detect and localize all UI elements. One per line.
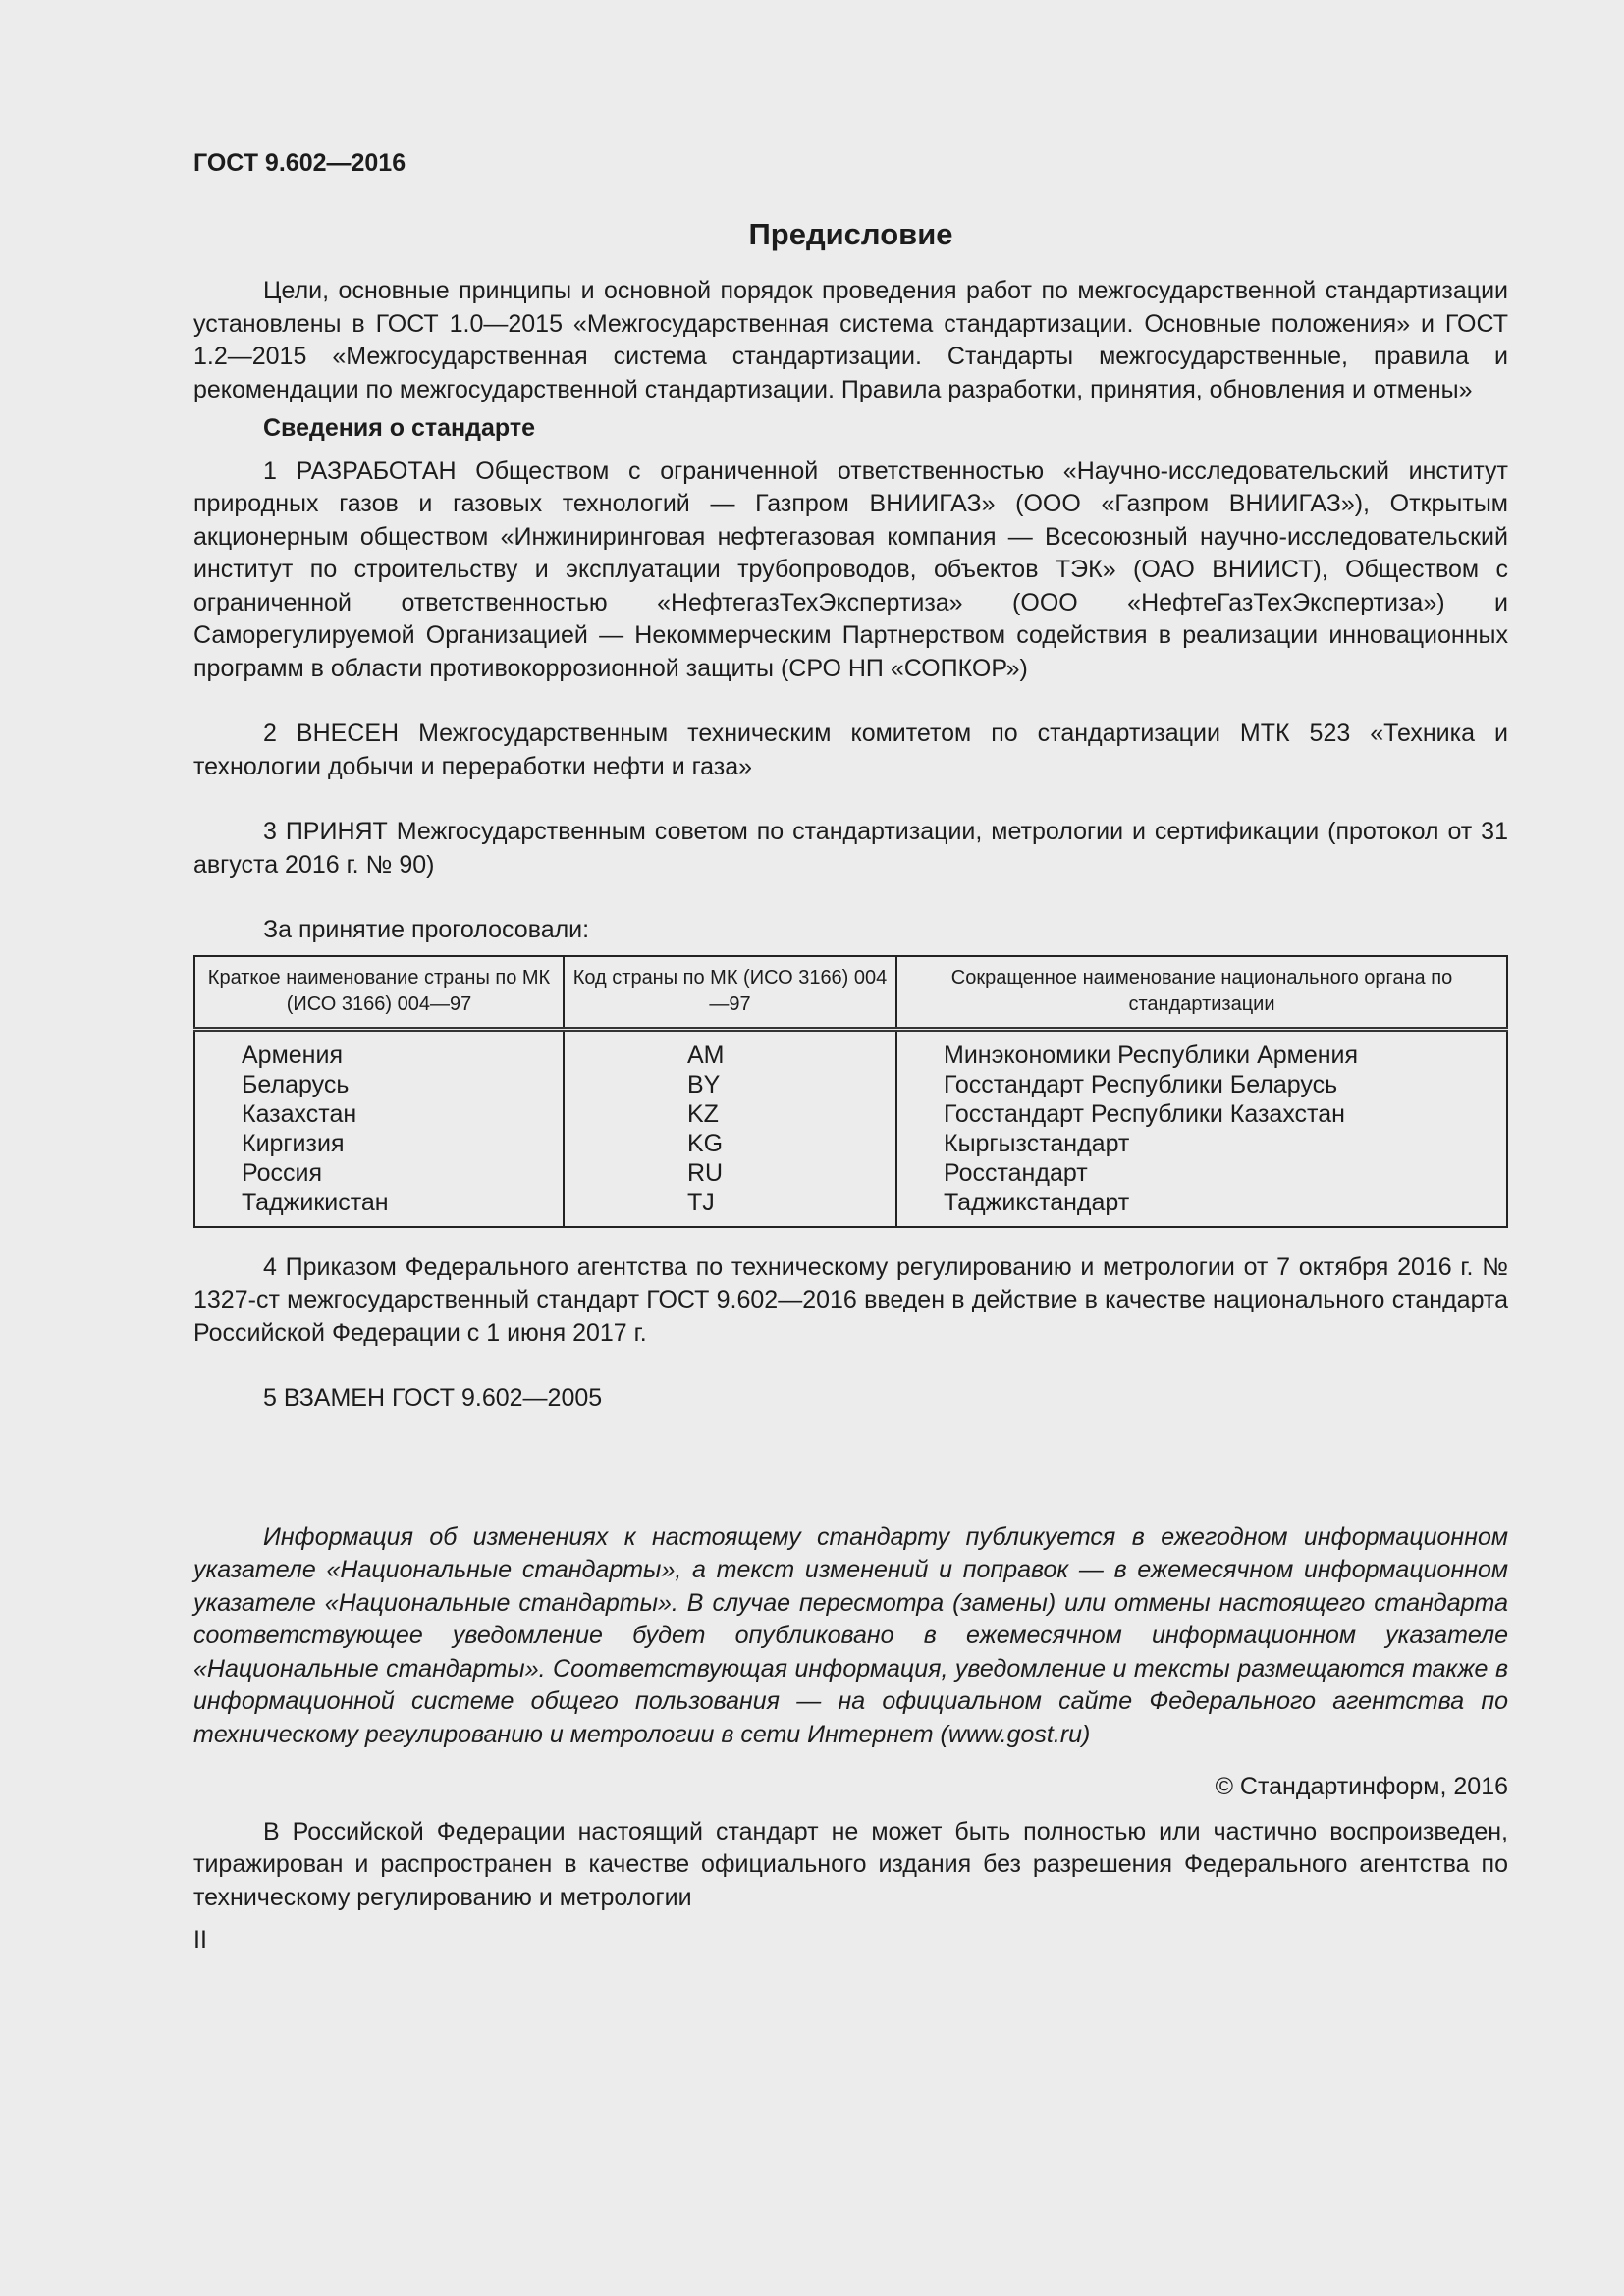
country-code: RU: [564, 1158, 896, 1188]
document-id: ГОСТ 9.602—2016: [193, 149, 406, 177]
vote-table: [193, 955, 1508, 1228]
page-number: II: [193, 1926, 207, 1953]
table-row: [194, 1129, 1507, 1158]
country-name: Армения: [242, 1041, 343, 1069]
header-country: Краткое наименование страны по МК (ИСО 3166) 004—97: [194, 956, 564, 1030]
country-name: Киргизия: [242, 1129, 345, 1157]
national-body: Госстандарт Республики Беларусь: [896, 1070, 1507, 1099]
national-body: Госстандарт Республики Казахстан: [896, 1099, 1507, 1129]
country-name: Таджикистан: [242, 1188, 389, 1216]
country-code: KZ: [564, 1099, 896, 1129]
header-national-body: Сокращенное наименование национального органа по стандартизации: [896, 956, 1507, 1030]
item-enacted: 4 Приказом Федерального агентства по техническому регулированию и метрологии от 7 октября 2016 г. № 1327-ст межгосударственный стандарт ГОСТ 9.602—2016 введен в действие в качестве национального стандарта Российской Федерации с 1 июня 2017 г.: [193, 1253, 1508, 1347]
header-code: Код страны по МК (ИСО 3166) 004—97: [564, 956, 896, 1030]
national-body: Росстандарт: [896, 1158, 1507, 1188]
copyright-line: © Стандартинформ, 2016: [1215, 1773, 1508, 1800]
item-adopted: 3 ПРИНЯТ Межгосударственным советом по стандартизации, метрологии и сертификации (протокол от 31 августа 2016 г. № 90): [193, 818, 1508, 879]
national-body: Таджикстандарт: [896, 1188, 1507, 1227]
country-code: TJ: [564, 1188, 896, 1227]
national-body: Кыргызстандарт: [896, 1129, 1507, 1158]
standard-info-heading: Сведения о стандарте: [263, 414, 536, 442]
preface-intro: Цели, основные принципы и основной порядок проведения работ по межгосударственной стандартизации установлены в ГОСТ 1.0—2015 «Межгосударственная система стандартизации. Основные положения» и ГОСТ 1.2—2015 «Межгосударственная система стандартизации. Стандарты межгосударственные, правила и рекомендации по межгосударственной стандартизации. Правила разработки, принятия, обновления и отмены»: [193, 277, 1508, 403]
national-body: Минэкономики Республики Армения: [896, 1029, 1507, 1070]
item-replaces: 5 ВЗАМЕН ГОСТ 9.602—2005: [263, 1384, 603, 1412]
table-row: [194, 1070, 1507, 1099]
vote-intro: За принятие проголосовали:: [263, 916, 590, 943]
item-developed: 1 РАЗРАБОТАН Обществом с ограниченной ответственностью «Научно-исследовательский институт природных газов и газовых технологий — Газпром ВНИИГАЗ» (ООО «Газпром ВНИИГАЗ»), Открытым акционерным обществом «Инжиниринговая нефтегазовая компания — Всесоюзный научно-исследовательский институт по строительству и эксплуатации трубопроводов, объектов ТЭК» (ОАО ВНИИСТ), Обществом с ограниченной ответственностью «НефтегазТехЭкспертиза» (ООО «НефтеГазТехЭкспертиза») и Саморегулируемой Организацией — Некоммерческим Партнерством содействия в реализации инновационных программ в области противокоррозионной защиты (СРО НП «СОПКОР»): [193, 456, 1508, 682]
country-name: Беларусь: [242, 1070, 350, 1098]
preface-title: Предисловие: [748, 217, 953, 251]
country-code: KG: [564, 1129, 896, 1158]
country-code: AM: [564, 1029, 896, 1070]
changes-notice: Информация об изменениях к настоящему стандарту публикуется в ежегодном информационном указателе «Национальные стандарты», а текст изменений и поправок — в ежемесячном информационном указателе «Национальные стандарты». В случае пересмотра (замены) или отмены настоящего стандарта соответствующее уведомление будет опубликовано в ежемесячном информационном указателе «Национальные стандарты». Соответствующая информация, уведомление и тексты размещаются также в информационной системе общего пользования — на официальном сайте Федерального агентства по техническому регулированию и метрологии в сети Интернет (www.gost.ru): [193, 1522, 1508, 1748]
reproduction-rights: В Российской Федерации настоящий стандарт не может быть полностью или частично воспроизведен, тиражирован и распространен в качестве официального издания без разрешения Федерального агентства по техническому регулированию и метрологии: [193, 1817, 1508, 1911]
country-name: Казахстан: [242, 1099, 357, 1128]
table-row: [194, 1188, 1507, 1227]
vote-table-header: [194, 956, 1507, 1030]
table-row: [194, 1158, 1507, 1188]
table-row: [194, 1099, 1507, 1129]
item-introduced: 2 ВНЕСЕН Межгосударственным техническим комитетом по стандартизации МТК 523 «Техника и технологии добычи и переработки нефти и газа»: [193, 720, 1508, 780]
page-content: [193, 147, 1508, 1957]
country-name: Россия: [242, 1158, 322, 1187]
table-row: [194, 1029, 1507, 1070]
country-code: BY: [564, 1070, 896, 1099]
